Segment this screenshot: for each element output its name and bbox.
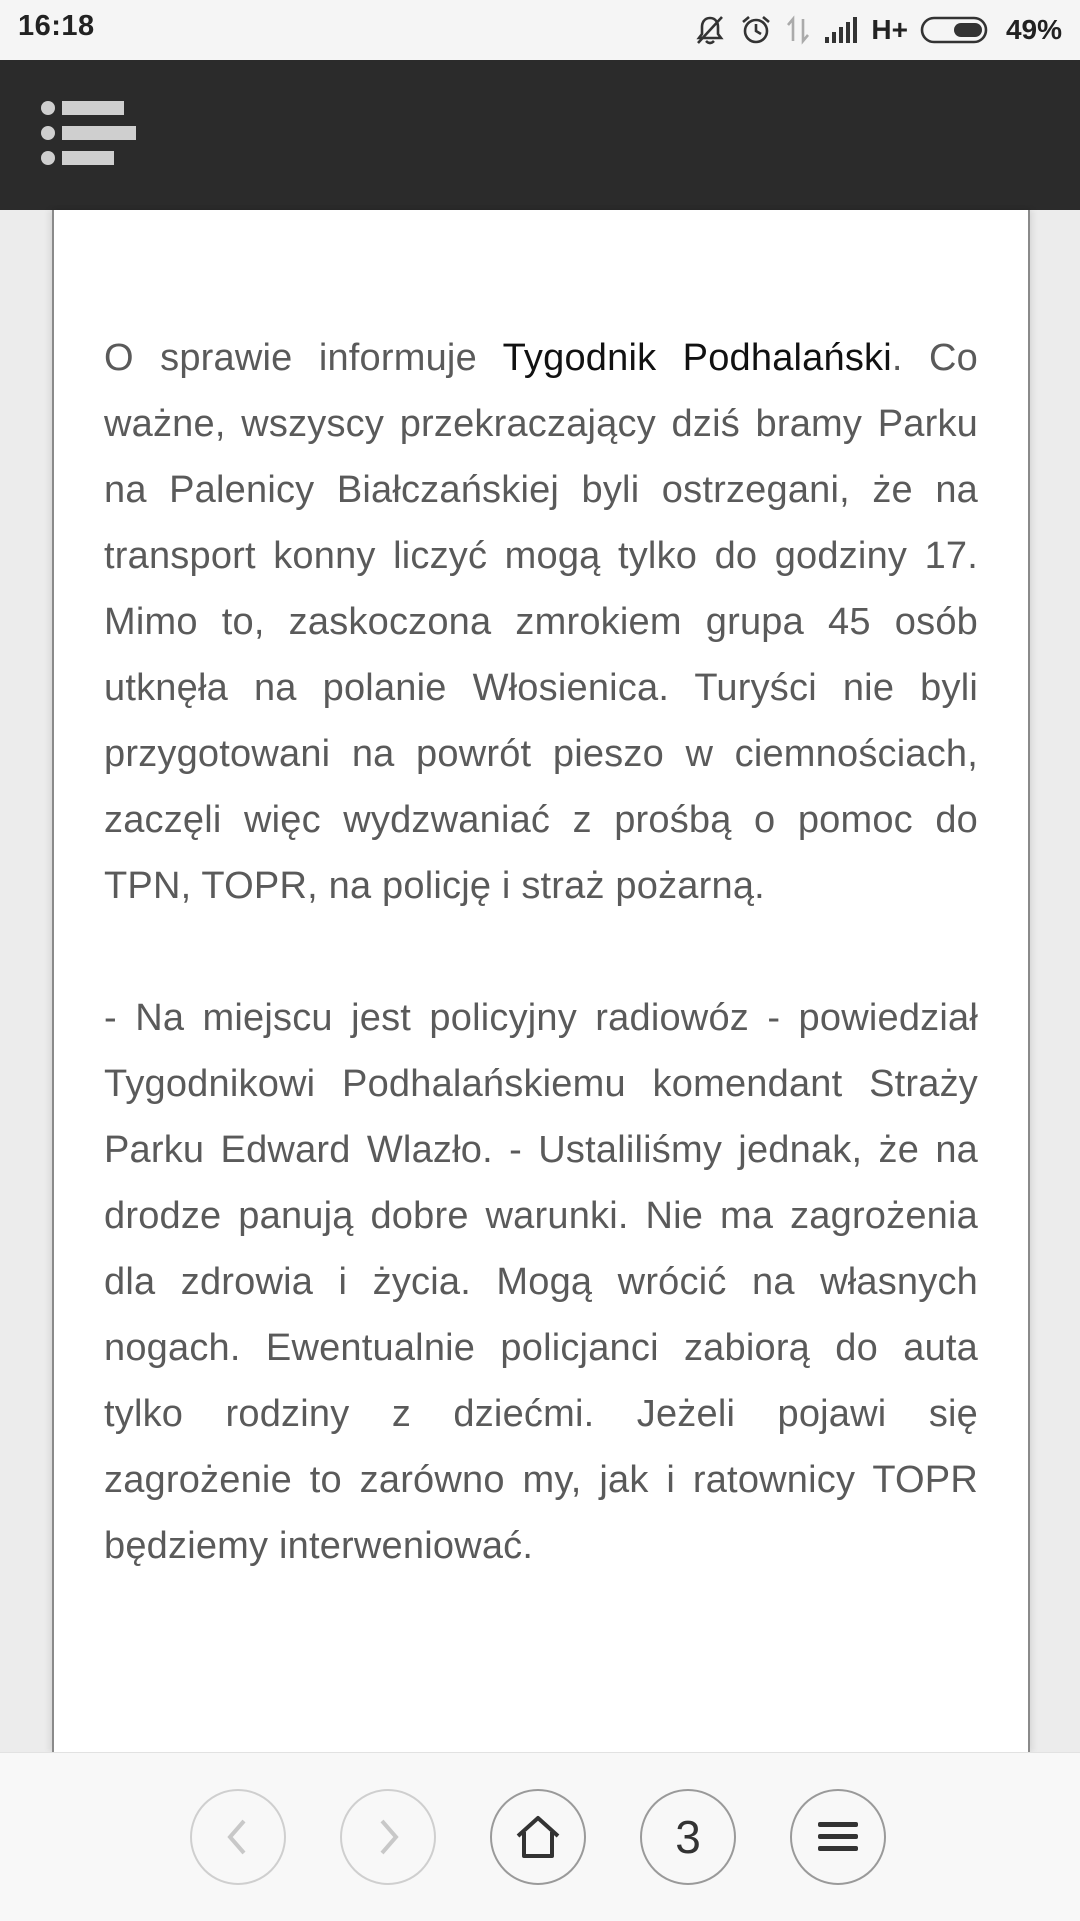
browser-menu-button[interactable]: [790, 1789, 886, 1885]
list-menu-icon[interactable]: [40, 96, 136, 176]
back-button[interactable]: [190, 1789, 286, 1885]
tabs-button[interactable]: [640, 1789, 736, 1885]
home-icon: [514, 1814, 562, 1860]
signal-icon: [823, 15, 859, 45]
paragraph-1-intro: O sprawie informuje: [104, 337, 503, 379]
app-header: [0, 60, 1080, 210]
data-transfer-icon: [785, 13, 811, 47]
bottom-navigation-bar: [0, 1752, 1080, 1921]
source-link-tygodnik-podhalanski[interactable]: Tygodnik Podhalański: [502, 337, 892, 379]
battery-icon: [920, 15, 992, 45]
article-card: [52, 210, 1030, 1752]
forward-button[interactable]: [340, 1789, 436, 1885]
chevron-right-icon: [368, 1815, 408, 1859]
network-type: H+: [871, 14, 908, 45]
paragraph-1-body: . Co ważne, wszyscy przekraczający dziś bramy Parku na Palenicy Białczańskiej byli ostrzegani, że na transport konny liczyć mogą tylko do godziny 17. Mimo to, zaskoczona zmrokiem grupa 45 osób utknęła na polanie Włosienica. Turyści nie byli przygotowani na powrót pieszo w ciemnościach, zaczęli więc wydzwaniać z prośbą o pomoc do TPN, TOPR, na policję i straż pożarną.: [104, 337, 978, 907]
battery-percentage: 49%: [1005, 14, 1062, 45]
tab-count: 3: [675, 1811, 701, 1863]
status-time: 16:18: [18, 10, 95, 42]
status-icons: [693, 10, 1062, 50]
hamburger-menu-icon: [816, 1819, 860, 1855]
status-bar: [0, 0, 1080, 60]
home-button[interactable]: [490, 1789, 586, 1885]
alarm-icon: [739, 13, 773, 47]
notifications-off-icon: [693, 13, 727, 47]
chevron-left-icon: [218, 1815, 258, 1859]
article-paragraph-2: - Na miejscu jest policyjny radiowóz - powiedział Tygodnikowi Podhalańskiemu komendant Straży Parku Edward Wlazło. - Ustaliliśmy jednak, że na drodze panują dobre warunki. Nie ma zagrożenia dla zdrowia i życia. Mogą wrócić na własnych nogach. Ewentualnie policjanci zabiorą do auta tylko rodziny z dziećmi. Jeżeli pojawi się zagrożenie to zarówno my, jak i ratownicy TOPR będziemy interweniować.: [104, 997, 978, 1567]
article-body: [104, 325, 978, 1579]
article-paragraph-1: [104, 325, 978, 919]
